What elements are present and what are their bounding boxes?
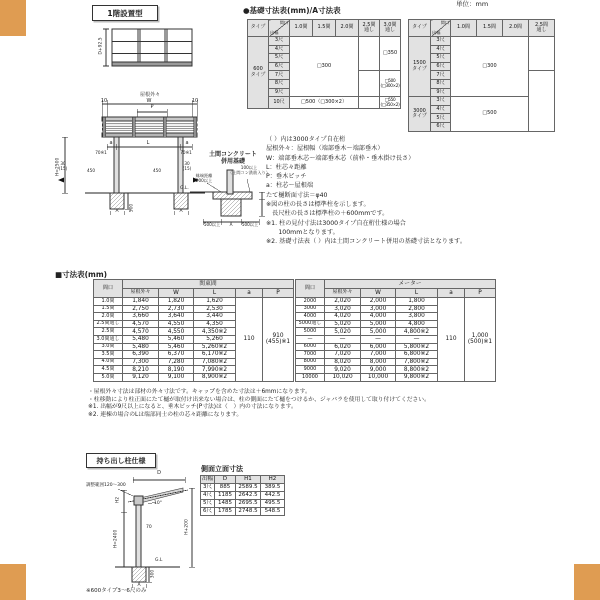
table-cell: 3尺 — [269, 37, 290, 46]
table-cell: 7,800※2 — [396, 358, 438, 366]
unit-label: 単位：mm — [456, 0, 489, 8]
table-cell: 1,000 (500)※1 — [465, 298, 496, 382]
table-cell: 1500 タイプ — [409, 37, 431, 97]
table-cell: 間口 — [296, 280, 325, 298]
table-cell: 3.0間通し — [94, 335, 123, 343]
table-cell: 8,210 — [123, 366, 159, 374]
doma-dim-500-left: 500以上 — [203, 222, 221, 227]
dimension-table-footnotes — [88, 389, 430, 419]
table-cell — [359, 97, 380, 109]
table-cell: 2.5間 — [94, 328, 123, 336]
dim-label-l: L — [146, 140, 150, 146]
dim-label-move-450-right: 450 — [153, 168, 161, 173]
table-cell: L — [396, 289, 438, 298]
table-cell: 10尺 — [269, 97, 290, 109]
table-cell: □550 (□350×2) — [380, 97, 400, 107]
table-cell: 2,020 — [325, 298, 361, 306]
table-cell: 8000 — [296, 358, 325, 366]
table-cell: 2.5間 通し — [359, 20, 380, 37]
table-cell: 9,120 — [123, 373, 159, 381]
table-cell: 関東間 — [123, 280, 294, 289]
table-cell: 2.0間 — [94, 313, 123, 321]
dim-label-a-left: a — [109, 140, 113, 146]
table-cell: 6,800※2 — [396, 351, 438, 359]
cant-foundation-a: A — [137, 583, 141, 588]
note-line: P：垂木ピッチ — [266, 173, 307, 181]
table-row — [409, 37, 555, 46]
table-cell: W — [159, 289, 194, 298]
table-cell: 屋根外々 — [123, 289, 159, 298]
table-cell: 3尺 — [201, 484, 215, 492]
table-cell: 2.5間 通し — [529, 20, 555, 37]
table-cell: 5,800※2 — [396, 343, 438, 351]
table-cell: 間口 — [94, 280, 123, 298]
table-cell: 1.0間 — [451, 20, 477, 37]
table-row — [201, 476, 285, 484]
table-cell: 4.0間 — [94, 358, 123, 366]
table-cell: 5,000 — [361, 328, 396, 336]
table-cell: 9000 — [296, 366, 325, 374]
table-cell: 3,440 — [194, 313, 236, 321]
dim-label-overhang-right: 10 — [191, 98, 199, 104]
table-cell: 7,280 — [159, 358, 194, 366]
table-row — [248, 97, 401, 109]
table-cell: 5尺 — [269, 54, 290, 63]
note-line: W：端部垂木芯〜端部垂木芯（前枠・垂木掛け長さ） — [266, 154, 415, 162]
ground-line-label: G.L. — [180, 186, 189, 191]
table-cell: 3000 — [296, 305, 325, 313]
table-cell: 442.5 — [261, 492, 285, 500]
table-cell: 1.0間 — [290, 20, 313, 37]
table-cell: □500 (□300×2) — [380, 71, 401, 97]
doma-dim-a: A — [229, 222, 233, 227]
dim-label-height: H=2500 — [55, 157, 61, 177]
plan-view-drawing — [96, 24, 200, 74]
diag-bottom-label: 出幅 — [432, 30, 441, 36]
table-cell: 8尺 — [431, 79, 451, 88]
table-cell — [431, 20, 451, 37]
table-cell — [529, 37, 555, 71]
table-cell: 110 — [236, 298, 263, 382]
table-cell: 2,000 — [361, 298, 396, 306]
corner-accent-top-left — [0, 0, 26, 36]
legend-notes — [266, 135, 466, 247]
table-cell: 8,000 — [361, 358, 396, 366]
cant-foundation-depth: 300 — [150, 569, 156, 579]
table-cell: 4,020 — [325, 313, 361, 321]
table-cell: 4尺 — [201, 492, 215, 500]
table-cell: 4,800 — [396, 320, 438, 328]
table-cell: 7,000 — [361, 351, 396, 359]
table-cell: 4,350※2 — [194, 328, 236, 336]
table-cell: 4,000 — [361, 313, 396, 321]
note-line: ※図の柱の長さは標準柱を示します。 — [266, 201, 370, 209]
table-cell: 5000通し — [296, 320, 325, 328]
cant-dim-h2: H2 — [115, 496, 121, 504]
table-cell: P — [263, 289, 294, 298]
table-cell: 5000 — [296, 328, 325, 336]
table-cell: 4,570 — [123, 320, 159, 328]
table-cell: 6,370 — [159, 351, 194, 359]
table-cell: 1,620 — [194, 298, 236, 306]
dim-label-roof-width: 屋根外々 — [139, 92, 161, 98]
table-cell: 5,460 — [159, 335, 194, 343]
dim-label-overhang-left: 10 — [100, 98, 108, 104]
diag-bottom-label: 出幅 — [270, 30, 279, 36]
table-cell: 9,100 — [159, 373, 194, 381]
table-cell: 2748.5 — [236, 508, 261, 516]
table-cell: □350 — [380, 37, 401, 71]
table-cell: 6尺 — [431, 122, 451, 131]
table-cell: 1.5間 — [477, 20, 503, 37]
cant-adjust-range: 調整範囲120〜300 — [86, 483, 126, 488]
table-cell: 5,260 — [194, 335, 236, 343]
table-cell: D — [215, 476, 236, 484]
table-cell — [359, 37, 380, 71]
dimension-table-meter — [295, 279, 496, 382]
table-cell: 3.0間 通し — [380, 20, 401, 37]
table-cell: 2,800 — [396, 305, 438, 313]
table-cell: 1.0間 — [94, 298, 123, 306]
table-cell: 4,550 — [159, 328, 194, 336]
table-cell: 1,800 — [396, 298, 438, 306]
table-cell: 1485 — [215, 500, 236, 508]
table-row — [94, 289, 294, 298]
table-cell: 6,390 — [123, 351, 159, 359]
cant-ground-label: G.L — [155, 558, 163, 563]
table-cell — [529, 71, 555, 131]
table-cell: 6,020 — [325, 343, 361, 351]
note-line: 屋根外々：屋根幅（端部垂木〜端部垂木） — [266, 145, 384, 153]
table-cell: 4尺 — [269, 45, 290, 54]
table-cell: 6,170※2 — [194, 351, 236, 359]
table-cell: a — [438, 289, 465, 298]
table-cell: 7,020 — [325, 351, 361, 359]
dimension-table-kanto — [93, 279, 294, 382]
table-cell: 10000 — [296, 373, 325, 381]
note-line: ※1. 出幅が9尺以上になると、垂木ピッチ(P寸法)は（ ）内の寸法になります。 — [88, 404, 297, 411]
table-cell: 1,820 — [159, 298, 194, 306]
table-cell: 7,300 — [123, 358, 159, 366]
table-row — [409, 20, 555, 37]
note-line: ※2. 連棟の場合のLは端部同士の柱の芯々距離になります。 — [88, 411, 243, 418]
doma-detail-title: 土間コンクリート 併用基礎 — [209, 151, 257, 165]
table-cell — [269, 20, 290, 37]
foundation-a-label-right: A — [179, 209, 183, 214]
doma-slab-label: 100以上 〈土間コン鉄筋入り〉 — [228, 165, 270, 175]
table-cell: 548.5 — [261, 508, 285, 516]
note-line: ※1. 柱の見付寸法は3000タイプ自在桁仕様の場合 — [266, 219, 406, 227]
table-cell: 389.5 — [261, 484, 285, 492]
table-cell: 2,730 — [159, 305, 194, 313]
table-cell: □300 — [290, 37, 359, 97]
table-cell: タイプ — [409, 20, 431, 37]
section-title-ground-type-label: 1階設置型 — [107, 8, 143, 18]
section-title-ground-type — [92, 5, 158, 21]
table-cell: 5,260※2 — [194, 343, 236, 351]
table-cell: 2.5間通し — [94, 320, 123, 328]
table-cell: 6尺 — [269, 62, 290, 71]
table-cell: 3,640 — [159, 313, 194, 321]
foundation-a-label-left: A — [115, 209, 119, 214]
dim-label-column-70-right: 70※1 — [180, 150, 192, 155]
table-cell: 5,020 — [325, 320, 361, 328]
table-cell: 7尺 — [269, 71, 290, 80]
dimension-table-title: ■寸法表(mm) — [55, 270, 108, 279]
table-cell: 2589.5 — [236, 484, 261, 492]
table-cell: 5,480 — [123, 335, 159, 343]
foundation-depth-label: 500 — [129, 203, 135, 213]
note-line: ・屋根外々寸法は部材の外々寸法です。キャップを含めた寸法は＋6mmになります。 — [88, 389, 311, 395]
diag-top-label: 間口 — [279, 19, 288, 25]
table-cell: 出幅 — [201, 475, 213, 482]
table-cell: 3000 タイプ — [409, 97, 431, 131]
dim-label-a-right: a — [185, 140, 189, 146]
table-cell: 600 タイプ — [248, 37, 269, 109]
note-line: L：柱芯々距離 — [266, 163, 307, 171]
table-cell: 2695.5 — [236, 500, 261, 508]
table-cell: 5,480 — [123, 343, 159, 351]
table-cell: 885 — [215, 484, 236, 492]
cant-slope-label: 10° — [154, 501, 162, 506]
table-cell: 8,190 — [159, 366, 194, 374]
table-row — [201, 500, 285, 508]
table-cell: 4尺 — [431, 105, 451, 114]
dim-label-p: P — [150, 104, 154, 110]
table-cell: 2642.5 — [236, 492, 261, 500]
table-cell: 10,000 — [361, 373, 396, 381]
table-cell: 2,530 — [194, 305, 236, 313]
corner-accent-bottom-left — [0, 564, 26, 600]
table-cell: 2000 — [296, 298, 325, 306]
table-cell: 6,000 — [361, 343, 396, 351]
corner-accent-bottom-right — [574, 564, 600, 600]
table-cell: □300 — [451, 37, 529, 97]
note-line: ・柱移動により柱正面にたて樋が取付け出来ない場合は、柱の側面にたて樋をつけるか、ジャバラを使用して取り付けてください。 — [88, 396, 430, 403]
table-cell: 5尺 — [431, 114, 451, 123]
table-cell: 5尺 — [431, 54, 451, 63]
table-cell: 4,800※2 — [396, 328, 438, 336]
side-table-title: 側面立面寸法 — [201, 465, 243, 473]
table-cell: H2 — [261, 476, 285, 484]
table-cell: 3,020 — [325, 305, 361, 313]
side-elevation-table — [200, 475, 285, 516]
table-cell: 1785 — [215, 508, 236, 516]
table-cell: 9,800※2 — [396, 373, 438, 381]
table-cell: 910 (455)※1 — [263, 298, 294, 382]
table-cell: 9尺 — [431, 88, 451, 97]
table-cell: 5.0間 — [94, 373, 123, 381]
table-cell: a — [236, 289, 263, 298]
table-row — [296, 280, 496, 289]
diag-top-label: 間口 — [440, 19, 449, 25]
table-cell: □500（□300×2） — [290, 97, 359, 109]
note-line: 長尺柱の長さは標準柱の＋600mmです。 — [266, 210, 389, 218]
table-cell: — — [296, 335, 325, 343]
table-cell: 7000 — [296, 351, 325, 359]
table-cell: W — [361, 289, 396, 298]
plan-depth-dim-label: D+92.5 — [98, 37, 104, 55]
table-cell: 4,550 — [159, 320, 194, 328]
table-row — [296, 289, 496, 298]
note-line: ※2. 基礎寸法表（ ）内は土間コンクリート併用の基礎寸法となります。 — [266, 238, 467, 246]
table-cell: 2,750 — [123, 305, 159, 313]
table-cell: 6尺 — [431, 62, 451, 71]
dim-label-w: W — [146, 98, 152, 104]
table-cell: — — [325, 335, 361, 343]
table-cell: 8,800※2 — [396, 366, 438, 374]
table-cell: 3,000 — [361, 305, 396, 313]
dim-label-move-30-right: 30 (15) — [182, 161, 192, 171]
table-cell: 7,080※2 — [194, 358, 236, 366]
table-cell: — — [396, 335, 438, 343]
cant-note: ※600タイプ3〜6尺のみ — [86, 588, 147, 594]
table-cell: 110 — [438, 298, 465, 382]
note-line: a：柱芯〜屋根端 — [266, 182, 314, 190]
table-cell: 屋根外々 — [325, 289, 361, 298]
table-row — [248, 20, 401, 37]
table-cell: 7,990※2 — [194, 366, 236, 374]
table-cell: 1.5間 — [313, 20, 336, 37]
note-line: （ ）内は3000タイプ自在桁 — [266, 136, 346, 143]
note-line: たて樋断面寸法＝φ40 — [266, 191, 328, 199]
foundation-table-type — [408, 19, 555, 132]
table-cell: 9,000 — [361, 366, 396, 374]
table-cell: 4尺 — [431, 45, 451, 54]
table-cell: 3,660 — [123, 313, 159, 321]
table-cell: 4.5間 — [94, 366, 123, 374]
table-cell: 8尺 — [269, 79, 290, 88]
table-cell: 1,840 — [123, 298, 159, 306]
table-cell: 8,900※2 — [194, 373, 236, 381]
cant-dim-70: 70 — [146, 525, 152, 530]
table-cell: P — [465, 289, 496, 298]
table-cell: 4,350 — [194, 320, 236, 328]
table-cell: 3尺 — [431, 97, 451, 106]
table-row — [201, 484, 285, 492]
cant-dim-h-plus: H+200 — [184, 519, 190, 535]
table-row — [201, 492, 285, 500]
table-cell: 8,020 — [325, 358, 361, 366]
section-title-cantilever-label: 持ち出し柱仕様 — [96, 456, 146, 465]
table-cell: 5,000 — [361, 320, 396, 328]
foundation-table-shaku — [247, 19, 401, 109]
table-cell: 3尺 — [431, 37, 451, 46]
table-cell: H1 — [236, 476, 261, 484]
table-row — [94, 298, 294, 306]
cant-dim-height: H=2400 — [113, 529, 119, 549]
doma-dim-500-right: 500以上 — [241, 222, 259, 227]
table-cell: 6000 — [296, 343, 325, 351]
table-row — [94, 280, 294, 289]
table-cell: 495.5 — [261, 500, 285, 508]
cant-dim-d: D — [157, 470, 161, 476]
note-line: 100mmとなります。 — [266, 228, 339, 236]
table-cell — [359, 71, 380, 97]
table-cell: □500 — [451, 97, 529, 131]
table-cell: 5,460 — [159, 343, 194, 351]
foundation-table-title: ●基礎寸法表(mm)/A寸法表 — [243, 6, 341, 15]
table-cell: 9,020 — [325, 366, 361, 374]
table-cell: 3.5間 — [94, 351, 123, 359]
table-cell: 10,020 — [325, 373, 361, 381]
table-cell: 1.5間 — [94, 305, 123, 313]
table-row — [248, 37, 401, 46]
dim-label-move-450-left: 450 — [87, 168, 95, 173]
table-row — [201, 508, 285, 516]
table-cell: 3.0間 — [94, 343, 123, 351]
table-row — [296, 298, 496, 306]
table-cell: タイプ — [248, 20, 269, 37]
doma-edge-distance-label: 縁端距離 200以上 — [195, 173, 213, 183]
table-cell: 3,800 — [396, 313, 438, 321]
table-cell: 5尺 — [201, 500, 215, 508]
table-cell: 7尺 — [431, 71, 451, 80]
table-cell: 2.0間 — [503, 20, 529, 37]
table-cell: 2.0間 — [336, 20, 359, 37]
table-cell: 5,020 — [325, 328, 361, 336]
table-cell: 1185 — [215, 492, 236, 500]
dim-label-move-30-left: 30 (15) — [58, 161, 68, 171]
table-cell: 4000 — [296, 313, 325, 321]
table-cell: 4,570 — [123, 328, 159, 336]
dim-label-column-70-left: 70※1 — [95, 150, 107, 155]
table-cell: 6尺 — [201, 508, 215, 516]
table-cell: 9尺 — [269, 88, 290, 97]
table-cell: — — [361, 335, 396, 343]
table-cell: L — [194, 289, 236, 298]
table-cell: メーター — [325, 280, 496, 289]
